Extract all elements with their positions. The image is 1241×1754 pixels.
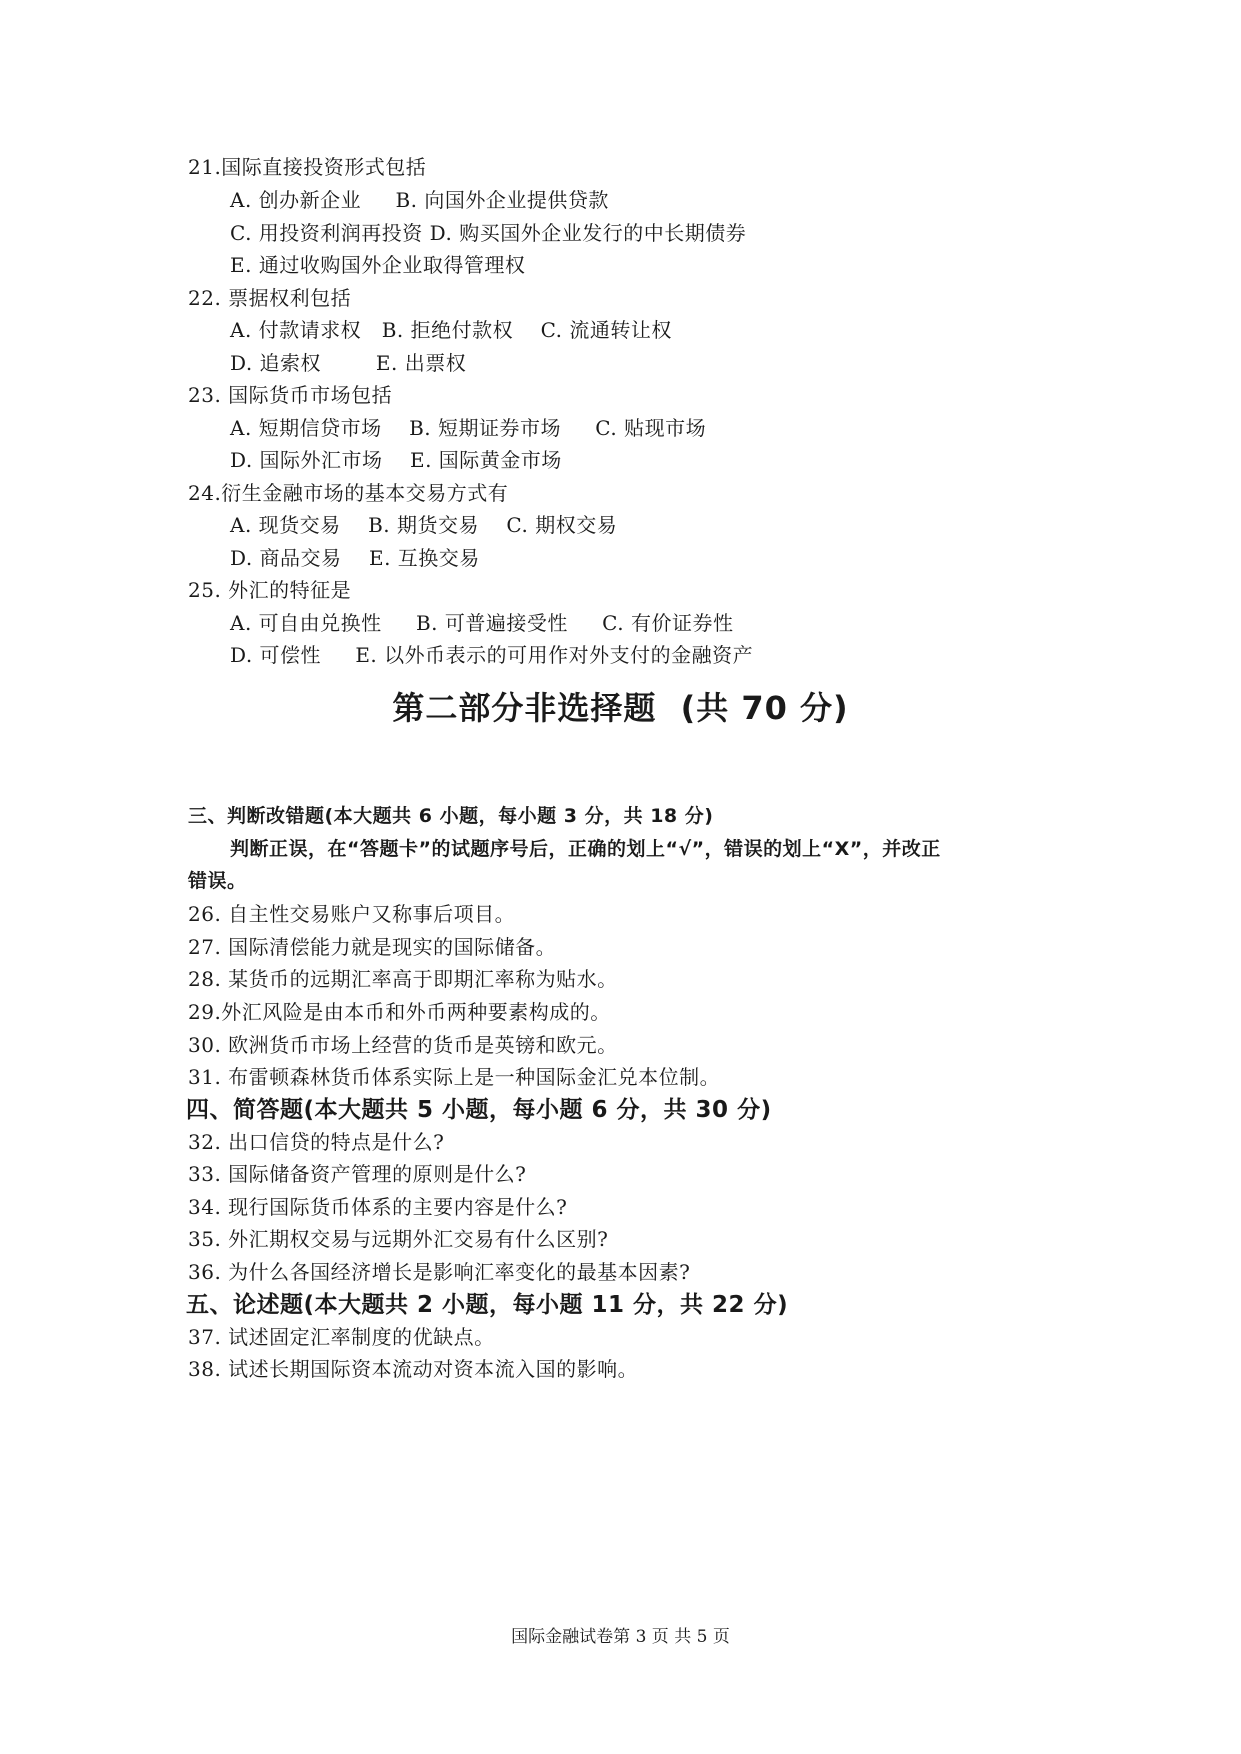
question-23-options-row-1: A. 短期信贷市场 B. 短期证券市场 C. 贴现市场 (230, 416, 707, 440)
section3-heading: 三、判断改错题(本大题共 6 小题，每小题 3 分，共 18 分) (188, 805, 714, 827)
question-22: 22. 票据权利包括 (188, 286, 352, 310)
page-footer: 国际金融试卷第 3 页 共 5 页 (511, 1627, 730, 1647)
section3-instruction-line2: 错误。 (188, 870, 247, 892)
question-30: 30. 欧洲货币市场上经营的货币是英镑和欧元。 (188, 1033, 618, 1057)
question-24: 24.衍生金融市场的基本交易方式有 (188, 481, 509, 505)
question-25: 25. 外汇的特征是 (188, 578, 352, 602)
question-23: 23. 国际货币市场包括 (188, 383, 393, 407)
question-21-options-row-2: C. 用投资利润再投资 D. 购买国外企业发行的中长期债券 (230, 221, 747, 245)
question-29: 29.外汇风险是由本币和外币两种要素构成的。 (188, 1000, 611, 1024)
section4-heading: 四、简答题(本大题共 5 小题，每小题 6 分，共 30 分) (186, 1097, 772, 1123)
question-23-options-row-2: D. 国际外汇市场 E. 国际黄金市场 (230, 448, 562, 472)
question-25-options-row-2: D. 可偿性 E. 以外币表示的可用作对外支付的金融资产 (230, 643, 754, 667)
question-37: 37. 试述固定汇率制度的优缺点。 (188, 1325, 495, 1349)
question-22-options-row-1: A. 付款请求权 B. 拒绝付款权 C. 流通转让权 (230, 318, 672, 342)
question-31: 31. 布雷顿森林货币体系实际上是一种国际金汇兑本位制。 (188, 1065, 721, 1089)
question-24-options-row-2: D. 商品交易 E. 互换交易 (230, 546, 480, 570)
question-22-options-row-2: D. 追索权 E. 出票权 (230, 351, 467, 375)
question-38: 38. 试述长期国际资本流动对资本流入国的影响。 (188, 1357, 639, 1381)
question-34: 34. 现行国际货币体系的主要内容是什么? (188, 1195, 568, 1219)
question-26: 26. 自主性交易账户又称事后项目。 (188, 902, 516, 926)
question-35: 35. 外汇期权交易与远期外汇交易有什么区别? (188, 1227, 609, 1251)
question-25-options-row-1: A. 可自由兑换性 B. 可普遍接受性 C. 有价证券性 (230, 611, 734, 635)
part2-title: 第二部分非选择题 (共 70 分) (392, 689, 849, 727)
question-33: 33. 国际储备资产管理的原则是什么? (188, 1162, 527, 1186)
section5-heading: 五、论述题(本大题共 2 小题，每小题 11 分，共 22 分) (186, 1292, 789, 1318)
question-32: 32. 出口信贷的特点是什么? (188, 1130, 445, 1154)
question-24-options-row-1: A. 现货交易 B. 期货交易 C. 期权交易 (230, 513, 618, 537)
question-21-options-row-1: A. 创办新企业 B. 向国外企业提供贷款 (230, 188, 609, 212)
question-21-options-row-3: E. 通过收购国外企业取得管理权 (230, 253, 526, 277)
question-36: 36. 为什么各国经济增长是影响汇率变化的最基本因素? (188, 1260, 691, 1284)
question-21: 21.国际直接投资形式包括 (188, 155, 427, 179)
section3-instruction-line1: 判断正误，在“答题卡”的试题序号后，正确的划上“√”，错误的划上“X”，并改正 (230, 838, 941, 860)
question-27: 27. 国际清偿能力就是现实的国际储备。 (188, 935, 557, 959)
question-28: 28. 某货币的远期汇率高于即期汇率称为贴水。 (188, 967, 618, 991)
